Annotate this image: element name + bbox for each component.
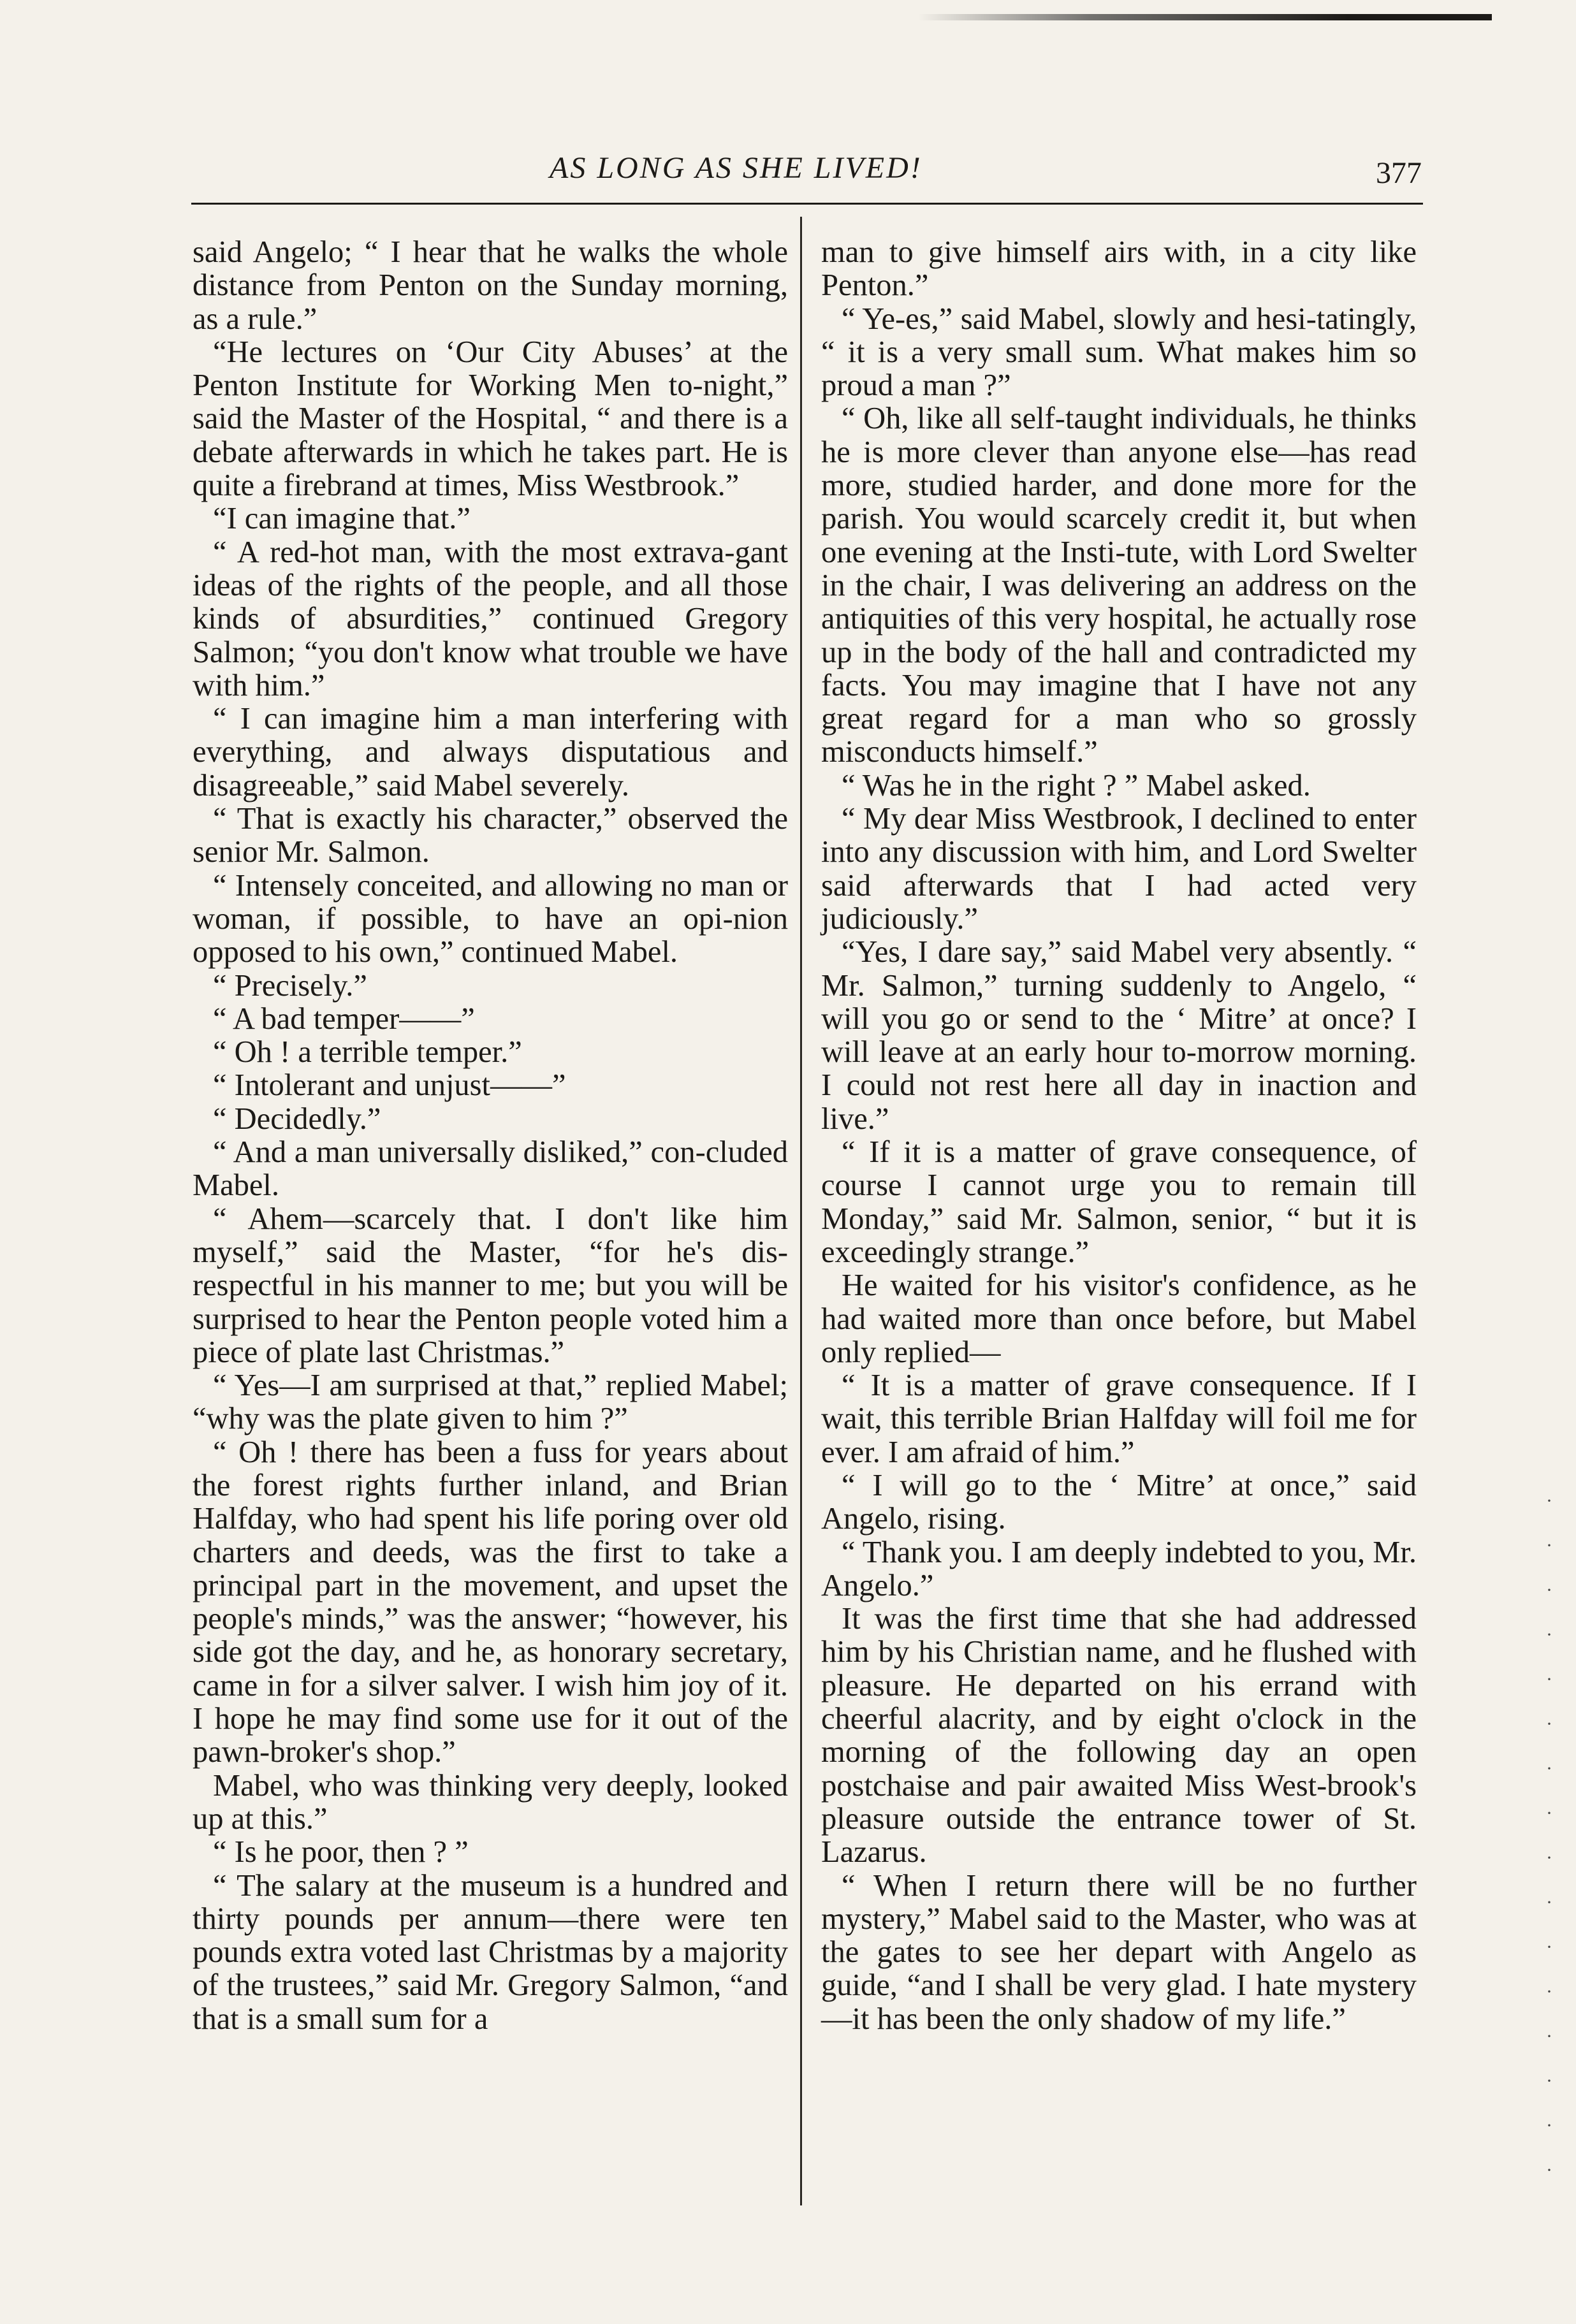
scan-margin-specks: · · · · · · · · · · · · · · · · [1546, 1490, 1552, 2181]
paragraph: “ Is he poor, then ? ” [213, 1835, 469, 1870]
right-column [821, 236, 1417, 2036]
paragraph: “ I will go to the ‘ Mitre’ at once,” said Angelo, rising. [821, 1468, 1417, 1536]
paragraph: “ Yes—I am surprised at that,” replied Mabel; “why was the plate given to him ?” [193, 1369, 788, 1436]
column-divider [800, 217, 802, 2205]
paragraph: “ I can imagine him a man interfering with everything, and always disputatious and disagreeable,” said Mabel severely. [193, 702, 788, 803]
paragraph: “He lectures on ‘Our City Abuses’ at the Penton Institute for Working Men to-night,” said the Master of the Hospital, “ and there is a debate afterwards in which he takes part. He is quite a firebrand at times, Miss Westbrook.” [193, 335, 788, 503]
paragraph: “ My dear Miss Westbrook, I declined to enter into any discussion with him, and Lord Swelter said afterwards that I had acted very judiciously.” [821, 802, 1417, 936]
paragraph: “ Precisely.” [213, 968, 367, 1003]
paragraph: “ Decidedly.” [213, 1101, 381, 1136]
paragraph: “I can imagine that.” [213, 502, 471, 536]
paragraph: “ And a man universally disliked,” con-cluded Mabel. [193, 1135, 788, 1203]
paragraph: “ Intolerant and unjust——” [213, 1068, 566, 1103]
paragraph: Mabel, who was thinking very deeply, looked up at this.” [193, 1768, 788, 1836]
paragraph: “ Was he in the right ? ” Mabel asked. [842, 768, 1311, 803]
paragraph: “ The salary at the museum is a hundred and thirty pounds per annum—there were ten pounds extra voted last Christmas by a majority of the trustees,” said Mr. Gregory Salmon, “and that is a small sum for a [193, 1868, 788, 2036]
top-ornamental-rule [918, 14, 1492, 20]
header-rule [191, 203, 1423, 205]
page-header [191, 150, 1423, 195]
paragraph: “ Ye-es,” said Mabel, slowly and hesi-tatingly, “ it is a very small sum. What makes him so proud a man ?” [821, 301, 1417, 403]
paragraph: “ Oh ! there has been a fuss for years about the forest rights further inland, and Brian Halfday, who had spent his life poring over old charters and deeds, was the first to take a principal part in the movement, and upset the people's minds,” was the answer; “however, his side got the day, and he, as honorary secretary, came in for a silver salver. I wish him joy of it. I hope he may find some use for it out of the pawn-broker's shop.” [193, 1435, 788, 1769]
paragraph: “ Oh, like all self-taught individuals, he thinks he is more clever than anyone else—has read more, studied harder, and done more for the parish. You would scarcely credit it, but when one evening at the Insti-tute, with Lord Swelter in the chair, I was delivering an address on the antiquities of this very hospital, he actually rose up in the body of the hall and contradicted my facts. You may imagine that I have not any great regard for a man who so grossly misconducts himself.” [821, 402, 1417, 769]
left-column [193, 236, 788, 2036]
paragraph: “Yes, I dare say,” said Mabel very absently. “ Mr. Salmon,” turning suddenly to Angelo, “ will you go or send to the ‘ Mitre’ at once? I will leave at an early hour to-morrow morning. I could not rest here all day in inaction and live.” [821, 935, 1417, 1136]
page-number: 377 [1376, 156, 1422, 190]
paragraph: said Angelo; “ I hear that he walks the whole distance from Penton on the Sunday morning, as a rule.” [193, 235, 788, 336]
running-title: AS LONG AS SHE LIVED! [550, 151, 923, 185]
paragraph: “ A red-hot man, with the most extrava-gant ideas of the rights of the people, and all those kinds of absurdities,” continued Gregory Salmon; “you don't know what trouble we have with him.” [193, 535, 788, 702]
paragraph: “ When I return there will be no further mystery,” Mabel said to the Master, who was at the gates to see her depart with Angelo as guide, “and I shall be very glad. I hate mystery—it has been the only shadow of my life.” [821, 1868, 1417, 2036]
paragraph: man to give himself airs with, in a city like Penton.” [821, 235, 1417, 303]
paragraph: “ Oh ! a terrible temper.” [213, 1035, 522, 1070]
paragraph: “ That is exactly his character,” observed the senior Mr. Salmon. [193, 802, 788, 869]
paragraph: “ Thank you. I am deeply indebted to you, Mr. Angelo.” [821, 1535, 1417, 1602]
paragraph: “ It is a matter of grave consequence. If I wait, this terrible Brian Halfday will foil me for ever. I am afraid of him.” [821, 1369, 1417, 1469]
paragraph: It was the first time that she had addressed him by his Christian name, and he flushed with pleasure. He departed on his errand with cheerful alacrity, and by eight o'clock in the morning of the following day an open postchaise and pair awaited Miss West-brook's pleasure outside the entrance tower of St. Lazarus. [821, 1602, 1417, 1870]
paragraph: He waited for his visitor's confidence, as he had waited more than once before, but Mabel only replied— [821, 1268, 1417, 1369]
paragraph: “ Ahem—scarcely that. I don't like him myself,” said the Master, “for he's dis-respectful in his manner to me; but you will be surprised to hear the Penton people voted him a piece of plate last Christmas.” [193, 1202, 788, 1369]
paragraph: “ Intensely conceited, and allowing no man or woman, if possible, to have an opi-nion opposed to his own,” continued Mabel. [193, 868, 788, 970]
paragraph: “ A bad temper——” [213, 1001, 475, 1036]
paragraph: “ If it is a matter of grave consequence, of course I cannot urge you to remain till Monday,” said Mr. Salmon, senior, “ but it is exceedingly strange.” [821, 1135, 1417, 1269]
